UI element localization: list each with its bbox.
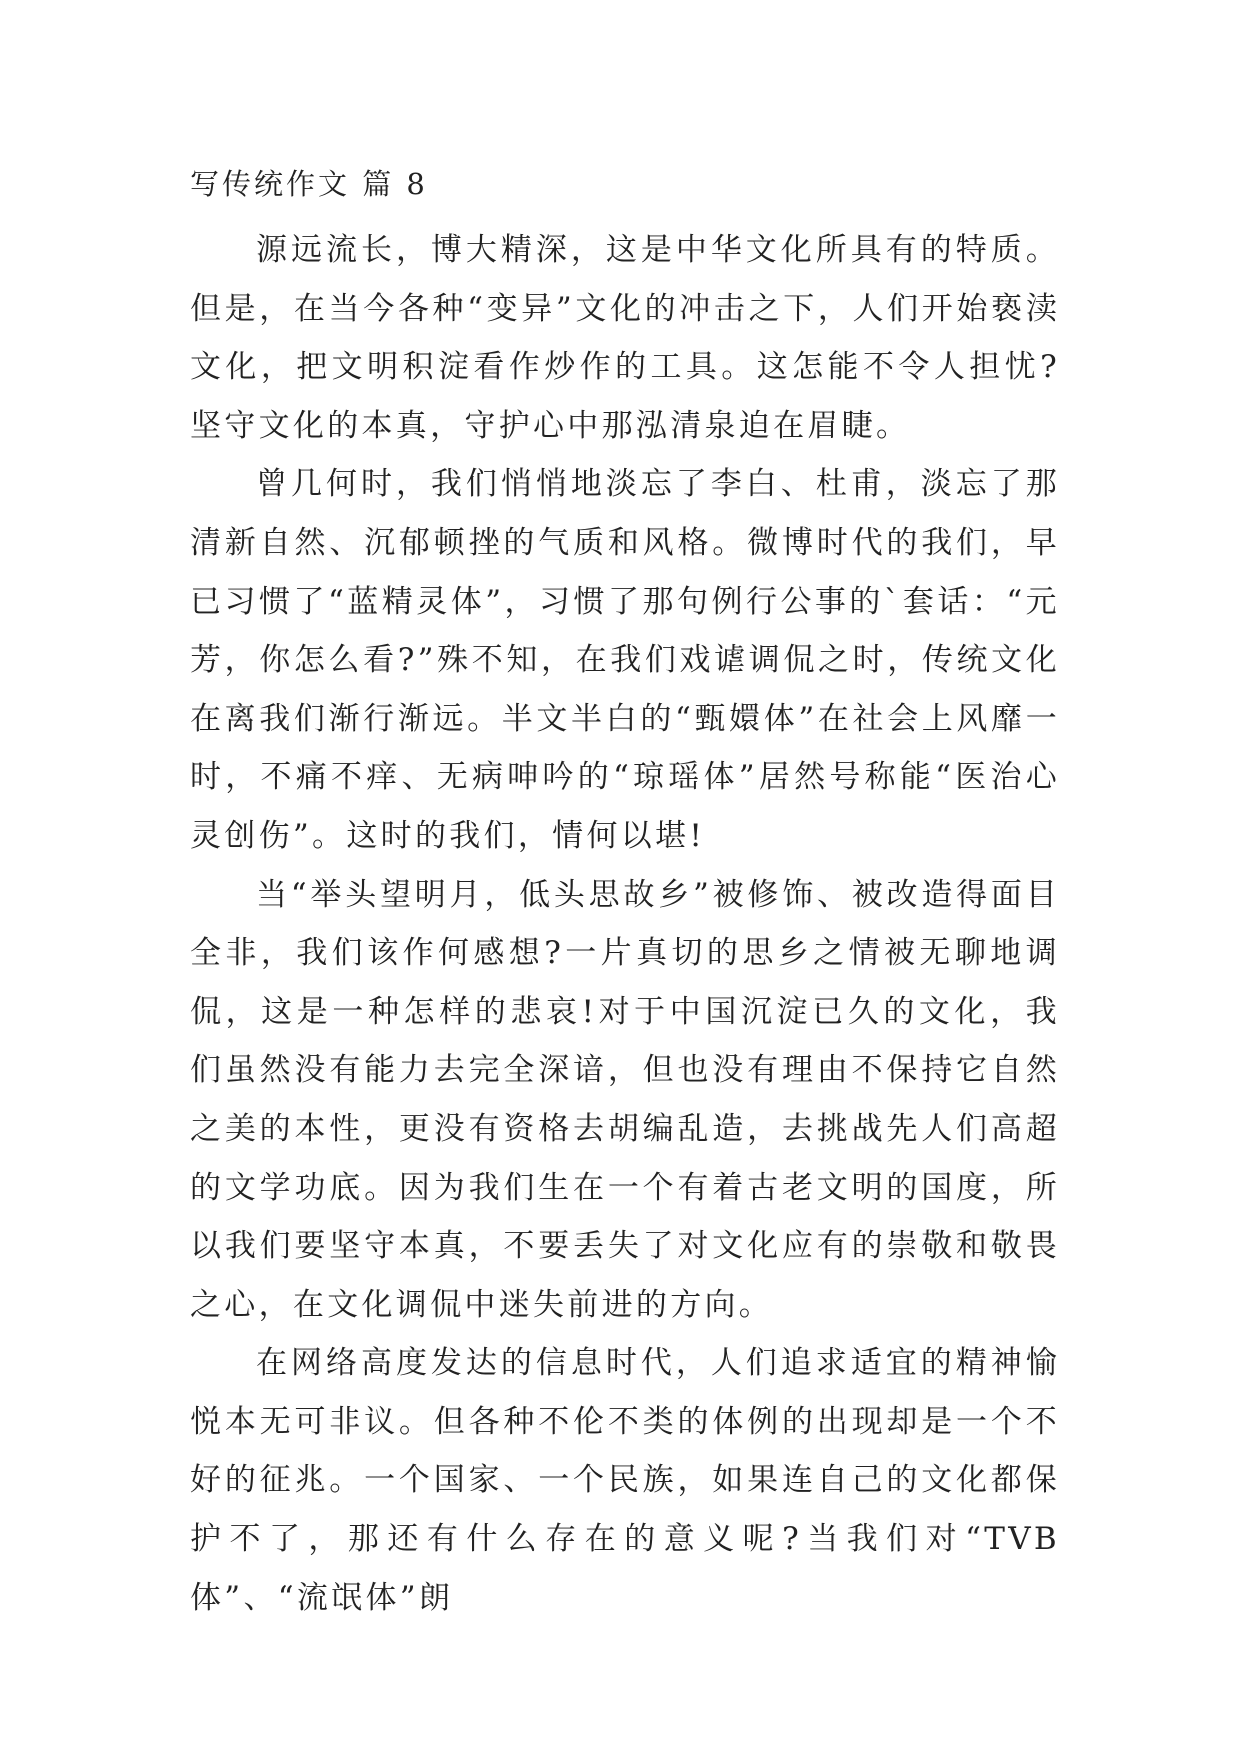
document-body — [190, 165, 1060, 1627]
paragraph-3: 当“举头望明月，低头思故乡”被修饰、被改造得面目全非，我们该作何感想?一片真切的思乡之情被无聊地调侃，这是一种怎样的悲哀!对于中国沉淀已久的文化，我们虽然没有能力去完全深谙，但也没有理由不保持它自然之美的本性，更没有资格去胡编乱造，去挑战先人们高超的文学功底。因为我们生在一个有着古老文明的国度，所以我们要坚守本真，不要丢失了对文化应有的崇敬和敬畏之心，在文化调侃中迷失前进的方向。 — [190, 876, 1060, 1323]
document-title: 写传统作文 篇 8 — [190, 167, 428, 201]
paragraph-2: 曾几何时，我们悄悄地淡忘了李白、杜甫，淡忘了那清新自然、沉郁顿挫的气质和风格。微博时代的我们，早已习惯了“蓝精灵体”，习惯了那句例行公事的`套话：“元芳，你怎么看?”殊不知，在我们戏谑调侃之时，传统文化在离我们渐行渐远。半文半白的“甄嬛体”在社会上风靡一时，不痛不痒、无病呻吟的“琼瑶体”居然号称能“医治心灵创伤”。这时的我们，情何以堪! — [190, 466, 1060, 854]
paragraph-1: 源远流长，博大精深，这是中华文化所具有的特质。但是，在当今各种“变异”文化的冲击之下，人们开始亵渎文化，把文明积淀看作炒作的工具。这怎能不令人担忧?坚守文化的本真，守护心中那泓清泉迫在眉睫。 — [190, 232, 1060, 444]
paragraph-4: 在网络高度发达的信息时代，人们追求适宜的精神愉悦本无可非议。但各种不伦不类的体例的出现却是一个不好的征兆。一个国家、一个民族，如果连自己的文化都保护不了，那还有什么存在的意义呢?当我们对“TVB 体”、“流氓体”朗 — [190, 1345, 1060, 1616]
